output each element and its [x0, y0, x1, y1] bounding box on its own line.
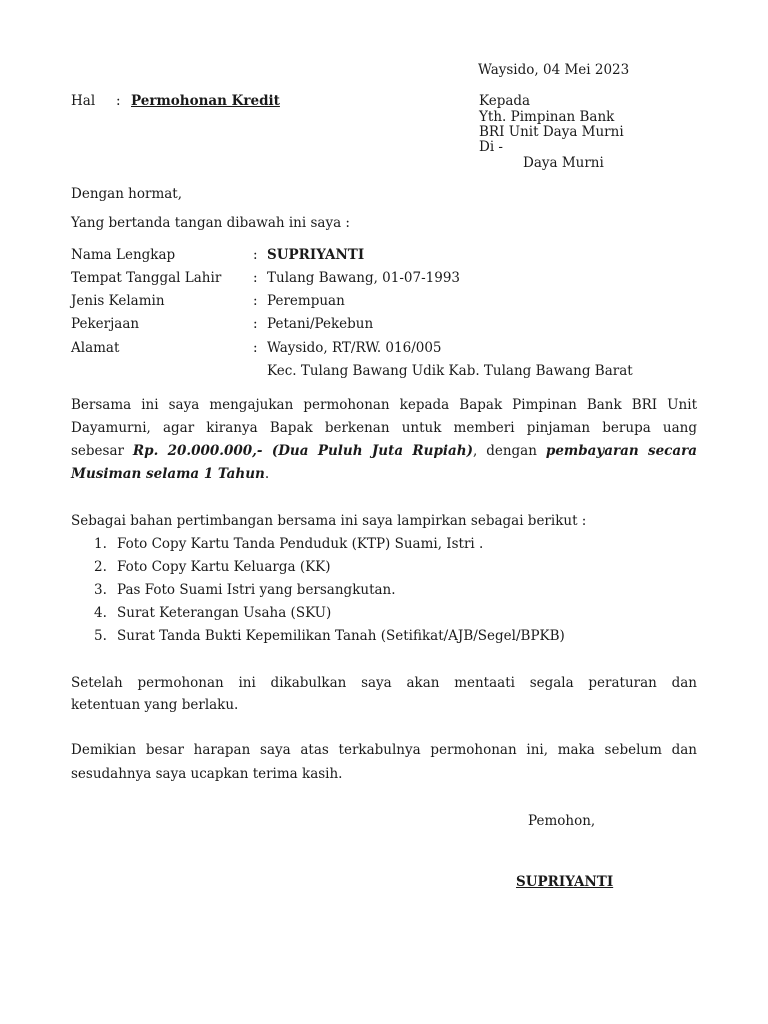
field-value: Tulang Bawang, 01-07-1993 — [267, 270, 461, 286]
list-item: Surat Keterangan Usaha (SKU) — [117, 605, 332, 621]
payment-terms-continued: Musiman selama 1 Tahun — [71, 466, 265, 482]
paragraph-line: ketentuan yang berlaku. — [71, 697, 239, 713]
paragraph-line — [71, 443, 697, 459]
subject-label: Hal — [71, 93, 96, 109]
list-item-number: 1. — [94, 536, 107, 552]
list-item: Foto Copy Kartu Keluarga (KK) — [117, 559, 331, 575]
list-item: Pas Foto Suami Istri yang bersangkutan. — [117, 582, 396, 598]
paragraph-line: Demikian besar harapan saya atas terkabulnya permohonan ini, maka sebelum dan — [71, 742, 697, 758]
greeting: Dengan hormat, — [71, 186, 183, 202]
field-label: Alamat — [71, 340, 120, 356]
attachments-intro: Sebagai bahan pertimbangan bersama ini saya lampirkan sebagai berikut : — [71, 513, 587, 529]
field-value-continued: Kec. Tulang Bawang Udik Kab. Tulang Bawang Barat — [267, 363, 633, 379]
list-item-number: 5. — [94, 628, 107, 644]
field-colon: : — [253, 293, 258, 309]
field-value: Waysido, RT/RW. 016/005 — [267, 340, 442, 356]
field-value: SUPRIYANTI — [267, 247, 365, 263]
intro-text: Yang bertanda tangan dibawah ini saya : — [71, 215, 350, 231]
letter-date: Waysido, 04 Mei 2023 — [478, 62, 630, 78]
loan-amount: Rp. 20.000.000,- (Dua Puluh Juta Rupiah) — [132, 443, 473, 459]
field-value: Perempuan — [267, 293, 345, 309]
list-item-number: 3. — [94, 582, 107, 598]
field-label: Pekerjaan — [71, 316, 140, 332]
subject-text: Permohonan Kredit — [131, 93, 280, 109]
field-label: Nama Lengkap — [71, 247, 176, 263]
text-span: . — [264, 466, 270, 482]
field-colon: : — [253, 316, 258, 332]
list-item-number: 4. — [94, 605, 107, 621]
list-item: Foto Copy Kartu Tanda Penduduk (KTP) Suami, Istri . — [117, 536, 484, 552]
recipient-line: Daya Murni — [523, 155, 604, 171]
list-item-number: 2. — [94, 559, 107, 575]
signer-name: SUPRIYANTI — [516, 874, 614, 890]
field-colon: : — [253, 270, 258, 286]
text-span: , dengan — [472, 443, 537, 459]
paragraph-line: sesudahnya saya ucapkan terima kasih. — [71, 766, 343, 782]
paragraph-line: Setelah permohonan ini dikabulkan saya akan mentaati segala peraturan dan — [71, 675, 697, 691]
recipient-line: Kepada — [479, 93, 531, 109]
recipient-line: Di - — [479, 139, 503, 155]
paragraph-line: Bersama ini saya mengajukan permohonan kepada Bapak Pimpinan Bank BRI Unit — [71, 397, 697, 413]
subject-colon: : — [116, 93, 121, 109]
recipient-line: Yth. Pimpinan Bank — [479, 109, 615, 125]
recipient-line: BRI Unit Daya Murni — [479, 124, 624, 140]
paragraph-line: Dayamurni, agar kiranya Bapak berkenan untuk memberi pinjaman berupa uang — [71, 420, 697, 436]
field-label: Tempat Tanggal Lahir — [71, 270, 222, 286]
field-label: Jenis Kelamin — [71, 293, 165, 309]
closing-salutation: Pemohon, — [528, 813, 596, 829]
list-item: Surat Tanda Bukti Kepemilikan Tanah (Setifikat/AJB/Segel/BPKB) — [117, 628, 565, 644]
field-colon: : — [253, 340, 258, 356]
field-colon: : — [253, 247, 258, 263]
field-value: Petani/Pekebun — [267, 316, 374, 332]
paragraph-line — [71, 466, 269, 482]
payment-terms: pembayaran secara — [545, 443, 698, 459]
text-span: sebesar — [71, 443, 124, 459]
